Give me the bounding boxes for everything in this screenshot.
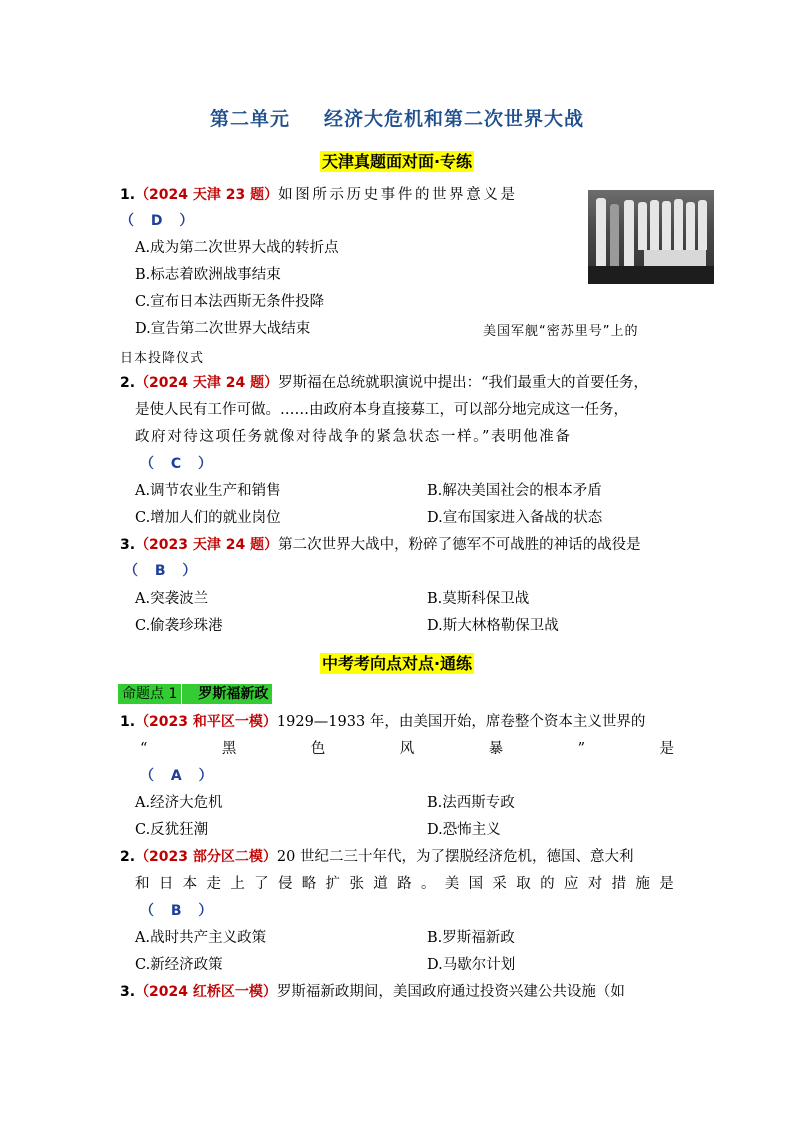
option-c: C.偷袭珍珠港 (135, 618, 223, 634)
option-d: D.宣告第二次世界大战结束 (135, 321, 311, 337)
answer: （ B ） (124, 563, 203, 579)
photo-caption: 美国军舰“密苏里号”上的 (483, 324, 639, 339)
question-2-line: 政府对待这项任务就像对待战争的紧急状态一样。”表明他准备 (135, 429, 572, 445)
question-1-stem: 1.（2024 天津 23 题）如图所示历史事件的世界意义是 (120, 187, 518, 203)
surrender-ceremony-photo (588, 190, 714, 284)
option-c: C.新经济政策 (135, 957, 223, 973)
option-a: A.调节农业生产和销售 (135, 483, 281, 499)
option-a: A.突袭波兰 (135, 591, 209, 607)
question-source: （2024 天津 23 题） (135, 187, 279, 203)
option-d: D.恐怖主义 (427, 822, 501, 838)
option-d: D.斯大林格勒保卫战 (427, 618, 559, 634)
topic-label: 命题点 1 (122, 686, 178, 702)
option-d: D.宣布国家进入备战的状态 (427, 510, 603, 526)
answer: （ B ） (140, 903, 219, 919)
option-b: B.解决美国社会的根本矛盾 (427, 483, 602, 499)
question-source: （2024 天津 24 题） (135, 375, 279, 391)
option-b: B.法西斯专政 (427, 795, 515, 811)
option-a: A.经济大危机 (135, 795, 223, 811)
question-source: （2023 天津 24 题） (135, 537, 279, 553)
photo-caption-cont: 日本投降仪式 (120, 351, 205, 366)
question-5-stem: 2.（2023 部分区二模）20 世纪二三十年代，为了摆脱经济危机，德国、意大利 (120, 849, 634, 865)
unit-topic: 经济大危机和第二次世界大战 (324, 108, 585, 130)
topic-tag (118, 684, 272, 704)
answer: （ A ） (140, 768, 219, 784)
question-2-line: 是使人民有工作可做。……由政府本身直接募工，可以部分地完成这一任务， (135, 402, 628, 418)
question-source: （2023 部分区二模） (135, 849, 277, 865)
question-6-stem: 3.（2024 红桥区一模）罗斯福新政期间，美国政府通过投资兴建公共设施（如 (120, 984, 625, 1000)
question-2-stem: 2.（2024 天津 24 题）罗斯福在总统就职演说中提出：“我们最重大的首要任务， (120, 375, 649, 391)
answer: （ D ） (120, 213, 200, 229)
unit-label: 第二单元 (209, 108, 290, 130)
option-d: D.马歇尔计划 (427, 957, 516, 973)
option-b: B.莫斯科保卫战 (427, 591, 530, 607)
option-b: B.罗斯福新政 (427, 930, 515, 946)
option-a: A.成为第二次世界大战的转折点 (135, 240, 339, 256)
page-title (0, 104, 794, 131)
question-4-stem: 1.（2023 和平区一模）1929—1933 年，由美国开始，席卷整个资本主义世界的 (120, 714, 646, 730)
question-3-stem: 3.（2023 天津 24 题）第二次世界大战中，粉碎了德军不可战胜的神话的战役是 (120, 537, 641, 553)
option-c: C.反犹狂潮 (135, 822, 209, 838)
option-c: C.宣布日本法西斯无条件投降 (135, 294, 325, 310)
option-b: B.标志着欧洲战事结束 (135, 267, 281, 283)
question-source: （2023 和平区一模） (135, 714, 277, 730)
topic-text: 罗斯福新政 (198, 686, 269, 702)
answer: （ C ） (140, 456, 219, 472)
option-c: C.增加人们的就业岗位 (135, 510, 281, 526)
option-a: A.战时共产主义政策 (135, 930, 267, 946)
section-heading-practice: 中考考向点对点·通练 (321, 654, 473, 673)
question-4-line: “ 黑 色 风 暴 ” 是 (140, 741, 674, 757)
section-heading-tianjin: 天津真题面对面·专练 (321, 152, 473, 171)
question-5-line: 和 日 本 走 上 了 侵 略 扩 张 道 路 。 美 国 采 取 的 应 对 措 施 是 (135, 876, 674, 892)
question-source: （2024 红桥区一模） (135, 984, 277, 1000)
